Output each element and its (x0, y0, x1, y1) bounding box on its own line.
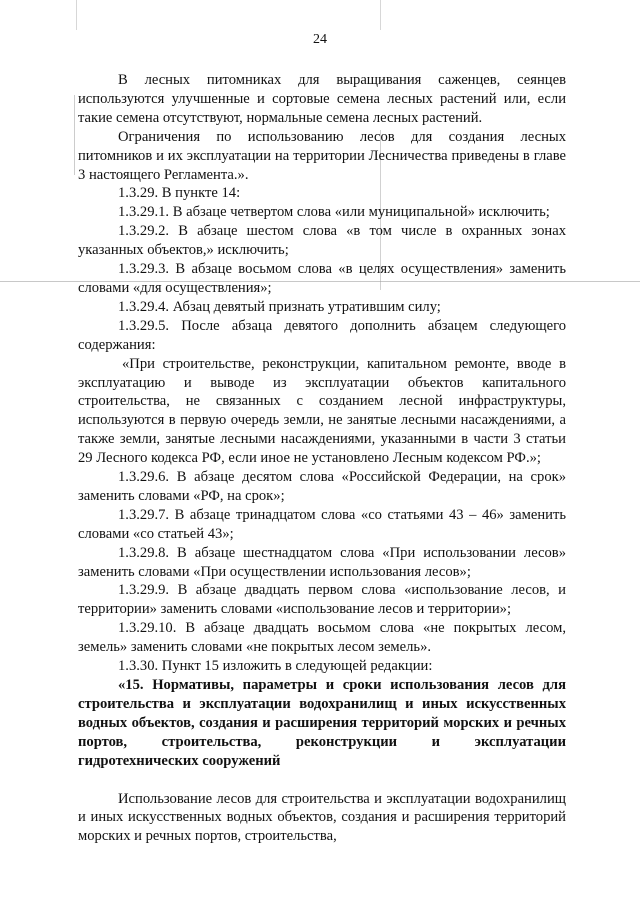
scan-artifact-line (76, 0, 77, 30)
section-heading: «15. Нормативы, параметры и сроки использования лесов для строительства и эксплуатации водохранилищ и иных искусственных водных объектов, создания и расширения территорий морских и речных портов, строительства, реконструкции и эксплуатации гидротехнических сооружений (78, 677, 566, 769)
paragraph: 1.3.29.9. В абзаце двадцать первом слова «использование лесов, и территории» заменить словами «использование лесов и территории»; (78, 582, 566, 618)
paragraph: 1.3.30. Пункт 15 изложить в следующей редакции: (118, 658, 433, 675)
paragraph: 1.3.29.6. В абзаце десятом слова «Российской Федерации, на срок» заменить словами «РФ, на срок»; (78, 469, 566, 504)
paragraph: 1.3.29.5. После абзаца девятого дополнить абзацем следующего содержания: (78, 317, 566, 353)
paragraph: Ограничения по использованию лесов для создания лесных питомников и их эксплуатации на территории Лесничества приведены в главе 3 настоящего Регламента.». (78, 128, 566, 183)
quoted-paragraph: «При строительстве, реконструкции, капитальном ремонте, вводе в эксплуатацию и выводе из эксплуатации объектов капитального строительства, не связанных с созданием лесной инфраструктуры, используются в первую очередь земли, не занятые лесными насаждениями, а также земли, занятые лесными насаждениями, указанными в части 3 статьи 29 Лесного кодекса РФ, если иное не установлено Лесным кодексом РФ.»; (78, 355, 566, 467)
paragraph: 1.3.29.8. В абзаце шестнадцатом слова «При использовании лесов» заменить словами «При осуществлении использования лесов»; (78, 544, 566, 580)
paragraph: 1.3.29. В пункте 14: (118, 185, 241, 202)
paragraph: Использование лесов для строительства и эксплуатации водохранилищ и иных искусственных водных объектов, создания и расширения территорий морских и речных портов, строительства, (78, 790, 566, 845)
page-number: 24 (313, 32, 327, 47)
scan-artifact-line (380, 0, 381, 30)
document-body (78, 71, 566, 846)
paragraph: 1.3.29.2. В абзаце шестом слова «в том числе в охранных зонах указанных объектов,» исключить; (78, 223, 566, 259)
paragraph: В лесных питомниках для выращивания саженцев, сеянцев используются улучшенные и сортовые семена лесных растений или, если такие семена отсутствуют, нормальные семена лесных растений. (78, 72, 566, 126)
paragraph: 1.3.29.4. Абзац девятый признать утратившим силу; (118, 298, 441, 315)
paragraph: 1.3.29.7. В абзаце тринадцатом слова «со статьями 43 – 46» заменить словами «со статьей 43»; (78, 506, 566, 542)
scan-artifact-line (74, 95, 75, 175)
paragraph: 1.3.29.3. В абзаце восьмом слова «в целях осуществления» заменить словами «для осуществления»; (78, 261, 566, 296)
paragraph: 1.3.29.1. В абзаце четвертом слова «или муниципальной» исключить; (118, 204, 550, 221)
paragraph: 1.3.29.10. В абзаце двадцать восьмом слова «не покрытых лесом, земель» заменить словами «не покрытых лесом земель». (78, 620, 566, 656)
